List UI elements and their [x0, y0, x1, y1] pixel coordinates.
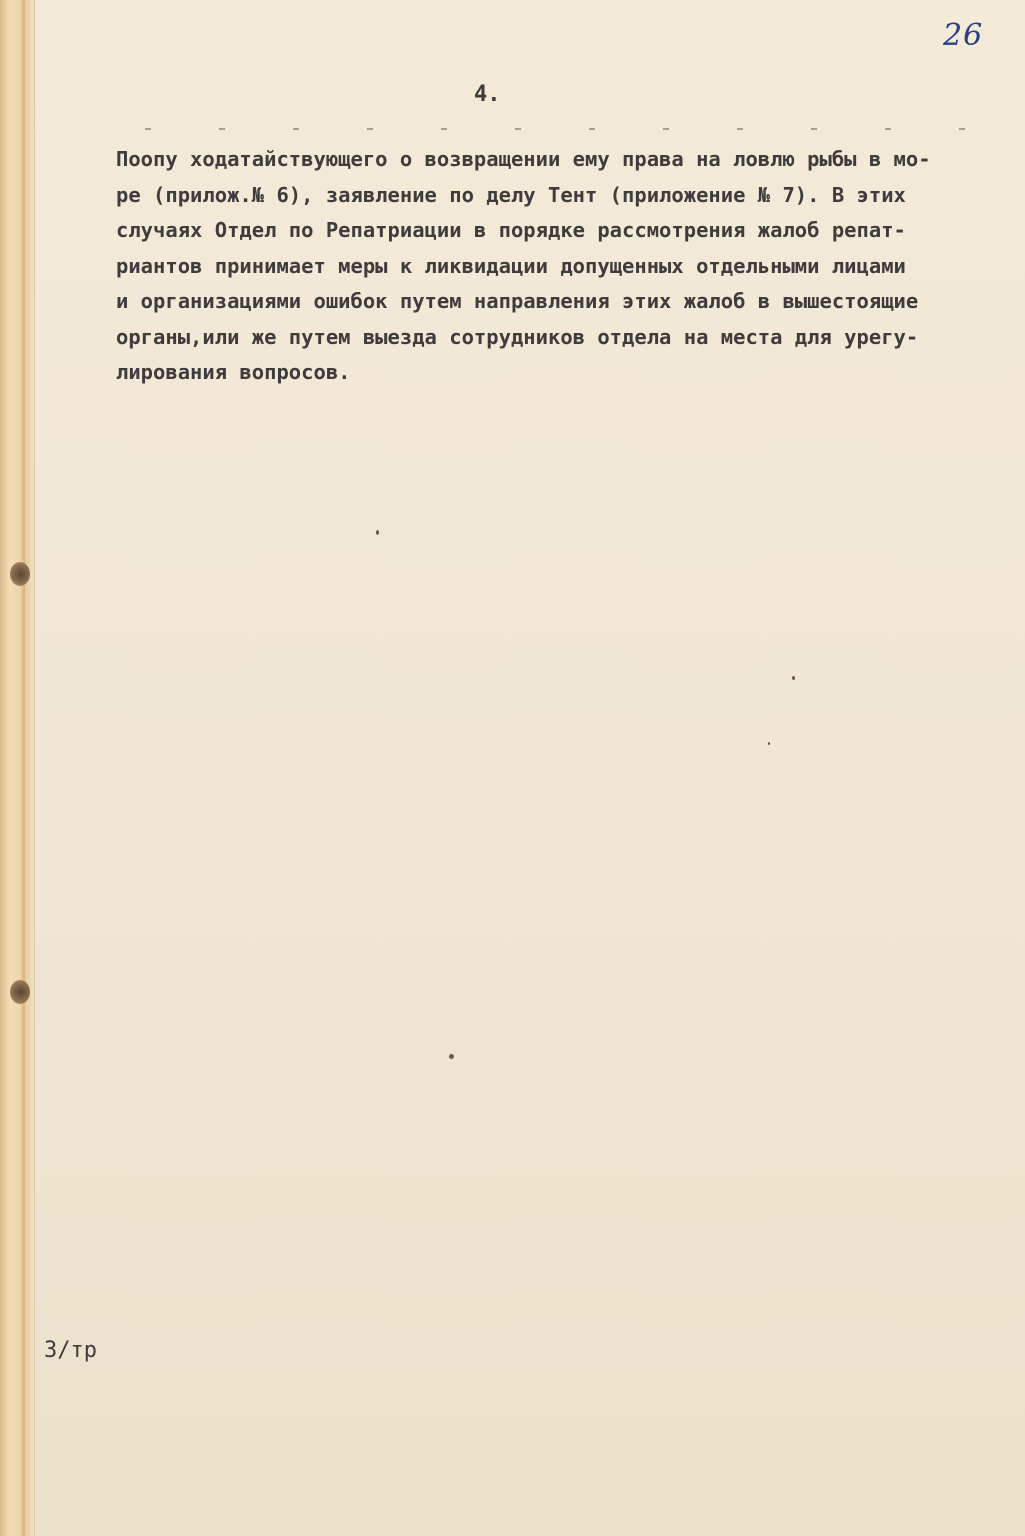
header-dashed-rule: [145, 128, 980, 130]
paper-speck: [792, 676, 795, 680]
body-line: ре (прилож.№ 6), заявление по делу Тент (приложение № 7). В этих: [116, 182, 906, 207]
body-line: органы,или же путем выезда сотрудников отдела на места для урегу-: [116, 324, 919, 349]
punch-hole: [10, 562, 30, 586]
paper-speck: [449, 1054, 454, 1059]
page-number: 4.: [474, 82, 501, 107]
body-line: риантов принимает меры к ликвидации допущенных отдельными лицами: [116, 253, 906, 278]
body-line: и организациями ошибок путем направления этих жалоб в вышестоящие: [116, 289, 919, 313]
paper-speck: [376, 530, 379, 535]
binding-fold-line: [22, 0, 25, 1536]
body-line: лирования вопросов.: [116, 360, 351, 384]
body-line: случаях Отдел по Репатриации в порядке рассмотрения жалоб репат-: [116, 218, 906, 242]
body-paragraph: [116, 142, 996, 391]
typist-reference-code: З/тр: [44, 1338, 97, 1363]
handwritten-folio-number: 26: [943, 18, 984, 53]
page-binding-edge: [0, 0, 35, 1536]
punch-hole: [10, 980, 30, 1004]
paper-speck: [768, 742, 770, 745]
body-line: Поопу ходатайствующего о возвращении ему права на ловлю рыбы в мо-: [116, 147, 931, 171]
